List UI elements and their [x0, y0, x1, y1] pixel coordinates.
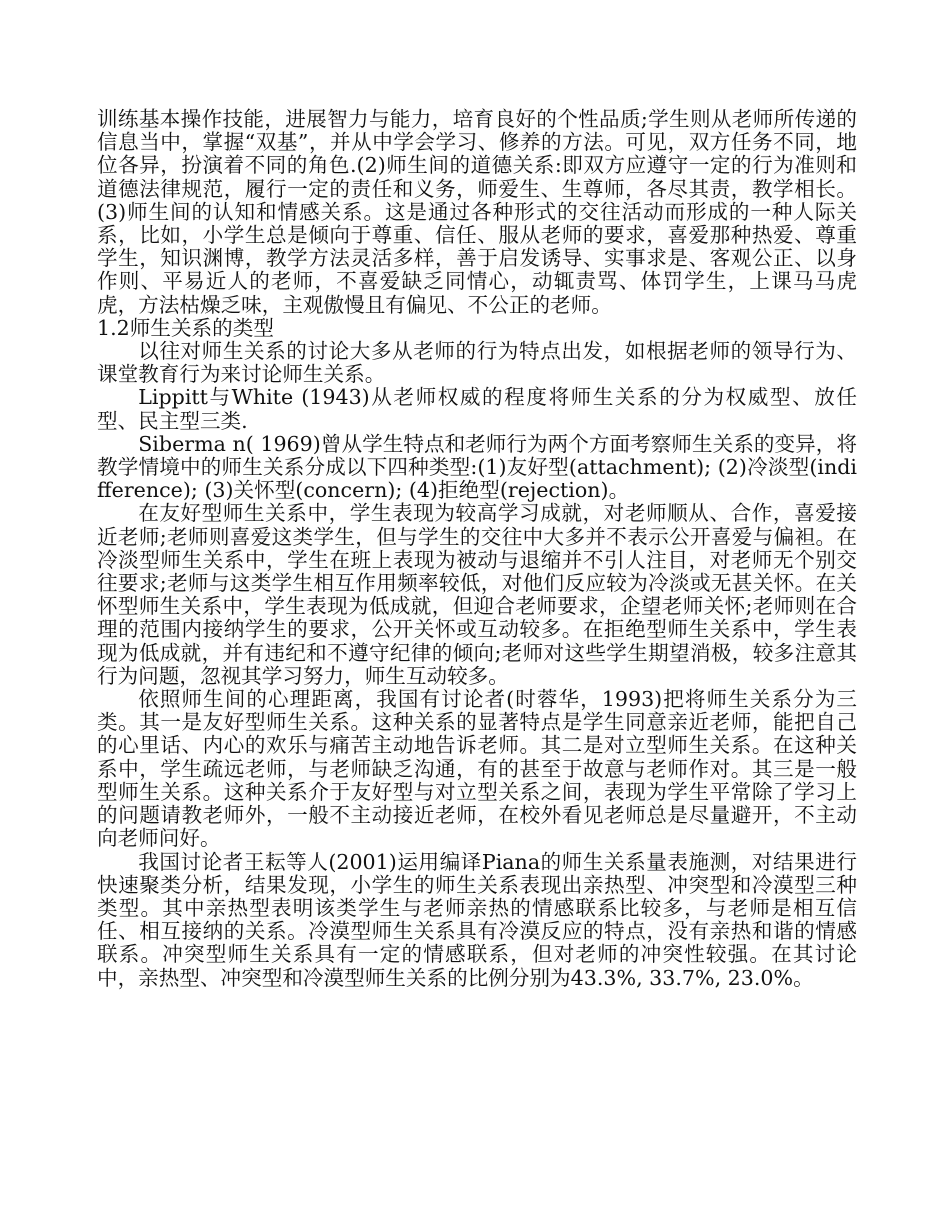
- paragraph-lippitt-white: Lippitt与White (1943)从老师权威的程度将师生关系的分为权威型、放任型、民主型三类.: [97, 385, 857, 433]
- paragraph-teacher-behavior: 以往对师生关系的讨论大多从老师的行为特点出发，如根据老师的领导行为、课堂教育行为来讨论师生关系。: [97, 339, 857, 387]
- section-heading: 1.2师生关系的类型: [97, 315, 274, 340]
- paragraph-psychological-distance: 依照师生间的心理距离，我国有讨论者(时蓉华，1993)把将师生关系分为三类。其一是友好型师生关系。这种关系的显著特点是学生同意亲近老师，能把自己的心里话、内心的欢乐与痛苦主动地告诉老师。其二是对立型师生关系。在这种关系中，学生疏远老师，与老师缺乏沟通，有的甚至于故意与老师作对。其三是一般型师生关系。这种关系介于友好型与对立型关系之间，表现为学生平常除了学习上的问题请教老师外，一般不主动接近老师，在校外看见老师总是尽量避开，不主动向老师问好。: [97, 687, 857, 851]
- paragraph-four-types-detail: 在友好型师生关系中，学生表现为较高学习成就，对老师顺从、合作，喜爱接近老师;老师则喜爱这类学生，但与学生的交往中大多并不表示公开喜爱与偏袒。在冷淡型师生关系中，学生在班上表现为被动与退缩并不引人注目，对老师无个别交往要求;老师与这类学生相互作用频率较低，对他们反应较为冷淡或无甚关怀。在关怀型师生关系中，学生表现为低成就，但迎合老师要求，企望老师关怀;老师则在合理的范围内接纳学生的要求，公开关怀或互动较多。在拒绝型师生关系中，学生表现为低成就，并有违纪和不遵守纪律的倾向;老师对这些学生期望消极，较多注意其行为问题，忽视其学习努力，师生互动较多。: [97, 501, 857, 688]
- document-page: [97, 108, 857, 990]
- paragraph-roles-relations: 训练基本操作技能，进展智力与能力，培育良好的个性品质;学生则从老师所传递的信息当中，掌握“双基”，并从中学会学习、修养的方法。可见，双方任务不同，地位各异，扮演着不同的角色.(2)师生间的道德关系:即双方应遵守一定的行为准则和道德法律规范，履行一定的责任和义务，师爱生、生尊师，各尽其责，教学相长。(3)师生间的认知和情感关系。这是通过各种形式的交往活动而形成的一种人际关系，比如，小学生总是倾向于尊重、信任、服从老师的要求，喜爱那种热爱、尊重学生，知识渊博，教学方法灵活多样，善于启发诱导、实事求是、客观公正、以身作则、平易近人的老师，不喜爱缺乏同情心，动辄责骂、体罚学生，上课马马虎虎，方法枯燥乏味，主观傲慢且有偏见、不公正的老师。: [97, 107, 857, 317]
- paragraph-wang-yun-study: 我国讨论者王耘等人(2001)运用编译Piana的师生关系量表施测，对结果进行快速聚类分析，结果发现，小学生的师生关系表现出亲热型、冲突型和冷漠型三种类型。其中亲热型表明该类学生与老师亲热的情感联系比较多，与老师是相互信任、相互接纳的关系。冷漠型师生关系具有冷漠反应的特点，没有亲热和谐的情感联系。冲突型师生关系具有一定的情感联系，但对老师的冲突性较强。在其讨论中，亲热型、冲突型和冷漠型师生关系的比例分别为43.3%, 33.7%, 23.0%。: [97, 849, 857, 990]
- paragraph-silberman-types: Siberma n( 1969)曾从学生特点和老师行为两个方面考察师生关系的变异，将教学情境中的师生关系分成以下四种类型:(1)友好型(attachment); (2)冷淡型(indifference); (3)关怀型(concern); (4)拒绝型(rejection)。: [97, 431, 857, 503]
